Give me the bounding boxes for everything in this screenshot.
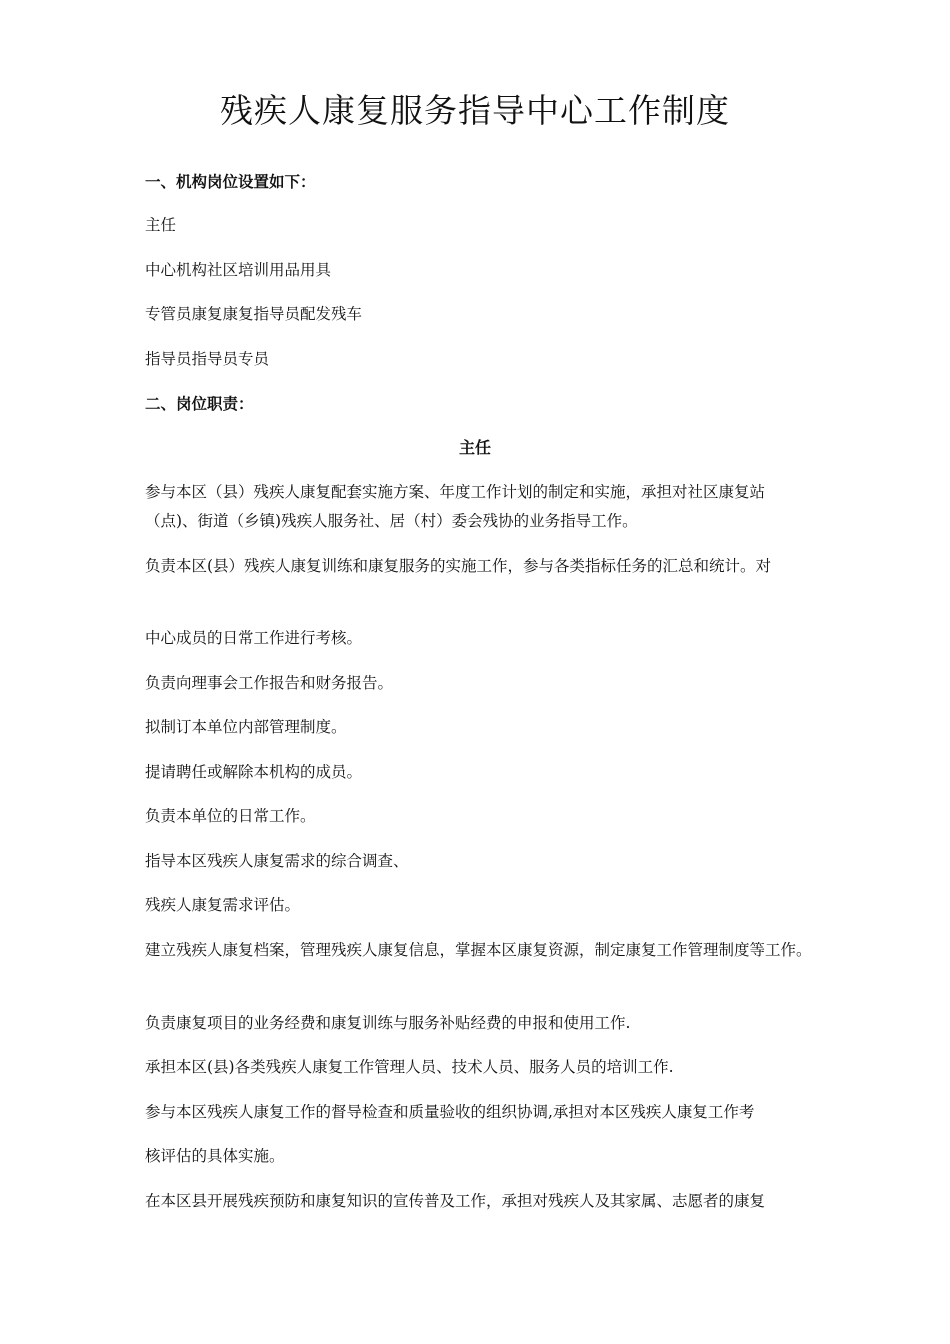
duty-paragraph: 核评估的具体实施。: [145, 1147, 285, 1165]
org-line: 专管员康复康复指导员配发残车: [145, 305, 363, 323]
org-line: 指导员指导员专员: [145, 350, 270, 368]
duty-paragraph: 在本区县开展残疾预防和康复知识的宣传普及工作，承担对残疾人及其家属、志愿者的康复: [145, 1192, 766, 1210]
duty-paragraph: 拟制订本单位内部管理制度。: [145, 718, 347, 736]
duty-paragraph: 指导本区残疾人康复需求的综合调查、: [145, 852, 409, 870]
document-title: 残疾人康复服务指导中心工作制度: [220, 91, 730, 130]
duty-paragraph: 中心成员的日常工作进行考核。: [145, 629, 363, 647]
org-line: 中心机构社区培训用品用具: [145, 261, 332, 279]
duty-paragraph: 参与本区（县）残疾人康复配套实施方案、年度工作计划的制定和实施，承担对社区康复站（点)、街道（乡镇)残疾人服务社、居（村）委会残协的业务指导工作。: [145, 483, 766, 530]
duty-paragraph: 参与本区残疾人康复工作的督导检查和质量验收的组织协调,承担对本区残疾人康复工作考: [145, 1103, 755, 1121]
section-heading-org-structure: 一、机构岗位设置如下：: [145, 173, 316, 191]
duty-paragraph: 负责康复项目的业务经费和康复训练与服务补贴经费的申报和使用工作.: [145, 1014, 631, 1032]
duty-paragraph: 负责本单位的日常工作。: [145, 807, 316, 825]
section-heading-duties: 二、岗位职责：: [145, 395, 254, 413]
org-line: 主任: [145, 216, 177, 234]
role-heading-director: 主任: [458, 438, 491, 457]
duty-paragraph: 建立残疾人康复档案，管理残疾人康复信息，掌握本区康复资源，制定康复工作管理制度等工作。: [145, 941, 812, 959]
duty-paragraph: 提请聘任或解除本机构的成员。: [145, 763, 363, 781]
duty-paragraph: 承担本区(县)各类残疾人康复工作管理人员、技术人员、服务人员的培训工作.: [145, 1058, 674, 1076]
duty-paragraph: 负责向理事会工作报告和财务报告。: [145, 674, 394, 692]
duty-paragraph: 负责本区(县）残疾人康复训练和康复服务的实施工作，参与各类指标任务的汇总和统计。对: [145, 557, 772, 575]
duty-paragraph: 残疾人康复需求评估。: [145, 896, 301, 914]
